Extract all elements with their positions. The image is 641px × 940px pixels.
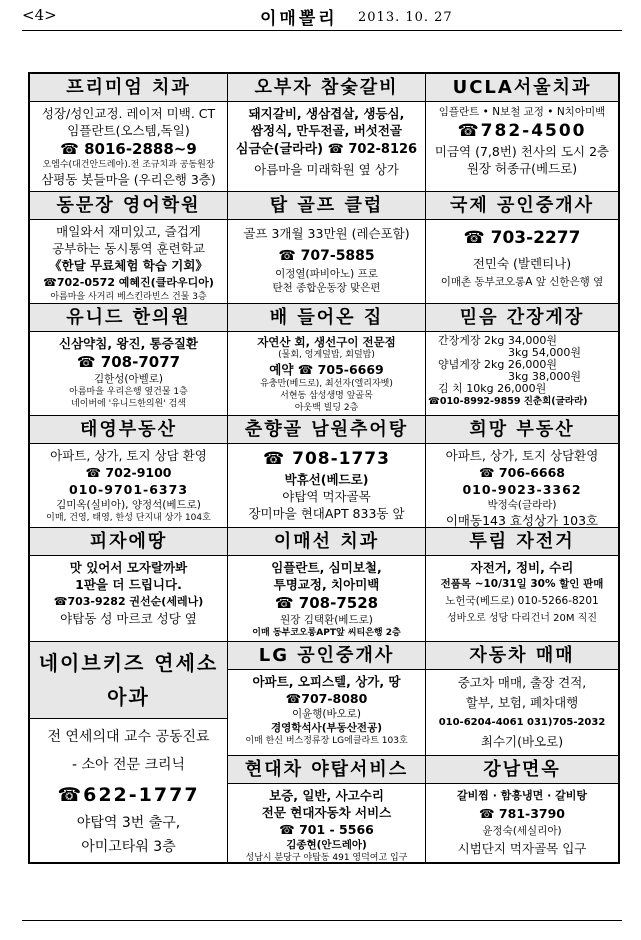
- ad-line: 박휴선(베드로): [284, 472, 369, 487]
- ad-title: 유니드 한의원: [30, 304, 227, 332]
- ad-title: 배 들어온 집: [228, 304, 425, 332]
- ad-phone: ☎703-9282 권선순(세레나): [53, 595, 204, 608]
- issue-date: 2013. 10. 27: [358, 10, 453, 25]
- ad-phone: ☎ 708-7077: [76, 353, 181, 371]
- ad-line: 아름마을 미래학원 옆 상가: [254, 162, 399, 177]
- ad-top-golf: [228, 192, 426, 304]
- ad-line: 이정열(파비아노) 프로: [275, 268, 378, 280]
- ad-line: 김한성(아벨로): [93, 373, 164, 385]
- ad-phone: ☎ 708-7528: [274, 594, 379, 612]
- ad-line: 전 연세의대 교수 공동진료: [47, 729, 210, 745]
- newsletter-title: 이매뽈리: [260, 9, 338, 29]
- ad-title: 희망 부동산: [426, 416, 618, 444]
- ad-line: 전품목 ~10/31일 30% 할인 판매: [440, 578, 604, 590]
- ad-line: 성장/성인교정. 레이저 미백. CT: [41, 106, 216, 121]
- ad-phone-mobile: 010-9701-6373: [68, 482, 189, 497]
- ad-line: 맛 있어서 모자랄까봐: [69, 560, 188, 575]
- ad-line: 전문 현대자동차 서비스: [261, 805, 392, 820]
- page-header: [22, 4, 620, 28]
- ad-phone: ☎ 707-5885: [278, 248, 375, 264]
- ad-line: 보증, 일반, 사고수리: [269, 788, 384, 803]
- ad-lg-realty: [228, 642, 426, 756]
- ad-line: 매일와서 재미있고, 즐겁게: [56, 224, 201, 239]
- ad-phone: ☎ 706-6668: [479, 465, 565, 480]
- ad-line: 성남시 분당구 야탑동 491 영덕여고 입구: [245, 853, 408, 862]
- ad-line: 골프 3개월 33만원 (레슨포함): [243, 226, 410, 241]
- ad-phone: ☎ 703-2277: [463, 228, 581, 248]
- ad-line: 경영학석사(부동산전공): [270, 722, 383, 734]
- ad-line: 야탑역 3번 출구,: [76, 815, 181, 831]
- ad-car-sales: [426, 642, 618, 756]
- ad-title: 투림 자전거: [426, 528, 618, 556]
- ad-chunhyang-chueotang: [228, 416, 426, 528]
- ad-line: 1판을 더 드립니다.: [75, 577, 182, 592]
- ad-line: 이매동143 효성상가 103호: [445, 513, 599, 528]
- ad-line: 네이버에 '유니드한의원' 검색: [71, 399, 186, 409]
- ad-ucla-dental: [426, 74, 618, 192]
- ad-phone: ☎ 702-9100: [85, 465, 172, 480]
- ad-line: 오엠수(대건안드레아).전 조규치과 공동원장: [42, 160, 215, 170]
- ad-line: 아름마을 사거리 베스킨라빈스 건물 3층: [50, 292, 207, 302]
- ad-title: 동문장 영어학원: [30, 192, 227, 220]
- ad-unid-clinic: [30, 304, 228, 416]
- ad-title: 자동차 매매: [426, 642, 618, 670]
- ad-title: 피자에땅: [30, 528, 227, 556]
- ad-phone-mobile: 010-9023-3362: [462, 482, 582, 497]
- ad-english-academy: [30, 192, 228, 304]
- ad-line: 할부, 보험, 폐차대행: [465, 695, 579, 710]
- ad-title: 국제 공인중개사: [426, 192, 618, 220]
- ad-phone: ☎ 781-3790: [479, 806, 565, 821]
- ad-title: 이매선 치과: [228, 528, 425, 556]
- ad-line: 탄천 종합운동장 맞은편: [272, 282, 381, 294]
- ad-line: 이매 동부코오롱APT앞 씨티은행 2층: [252, 628, 401, 638]
- ad-phone: ☎782-4500: [457, 121, 587, 141]
- ad-premium-dental: [30, 74, 228, 192]
- ad-hope-realty: [426, 416, 618, 528]
- ad-line: 서현동 삼성생명 앞골목: [280, 391, 373, 401]
- ad-phone: ☎ 701 - 5566: [279, 822, 374, 837]
- ad-line: 장미마을 현대APT 833동 앞: [248, 506, 405, 521]
- ad-turim-bicycle: [426, 528, 618, 642]
- price-row: 김 치 10kg 26,000원: [438, 382, 547, 395]
- ad-line: 야탑역 먹자골목: [282, 489, 371, 504]
- ad-phone: ☎702-0572 예혜진(클라우디아): [43, 276, 214, 289]
- ad-line: 원장 허종규(베드로): [466, 161, 578, 176]
- ad-line: 《한달 무료체험 학습 기회》: [49, 258, 208, 273]
- ad-title: 탑 골프 클럽: [228, 192, 425, 220]
- ad-line: 삼평동 봇들마을 (우리은행 3층): [41, 172, 216, 187]
- ad-line: 김미옥(실비아), 양정석(베드로): [56, 499, 201, 511]
- ad-line: 시범단지 먹자골목 입구: [457, 841, 587, 856]
- price-row: 3kg 54,000원: [508, 346, 581, 359]
- ad-line: 공부하는 동시통역 훈련학교: [52, 241, 205, 256]
- ad-line: 신삼약침, 왕진, 통증질환: [59, 336, 198, 351]
- ad-phone: 노헌국(베드로) 010-5266-8201: [445, 595, 599, 607]
- ad-line: 갈비찜 · 함흥냉면 · 갈비탕: [457, 789, 587, 802]
- ad-line: 이윤행(바오로): [291, 708, 362, 720]
- ad-phone: ☎ 708-1773: [263, 449, 390, 469]
- ad-line: 원장 김택환(베드로): [280, 614, 373, 626]
- price-row: 간장게장 2kg 34,000원: [438, 334, 557, 347]
- ad-line: 전민숙 (발렌티나): [472, 256, 572, 271]
- ad-line: 아파트, 상가, 토지 상담환영: [445, 448, 599, 463]
- ad-line: 미금역 (7,8번) 천사의 도시 2층: [434, 144, 610, 159]
- ad-crab: [426, 304, 618, 416]
- ad-line: 자연산 회, 생선구이 전문점: [257, 335, 396, 349]
- ad-title: 믿음 간장게장: [426, 304, 618, 332]
- ad-phone: 010-6204-4061 031)705-2032: [438, 717, 606, 728]
- ad-title: 네이브키즈 연세소아과: [30, 642, 227, 719]
- ad-line: 임플란트 • N보철 교정 • N치아미백: [438, 106, 606, 118]
- ad-intl-realty: [426, 192, 618, 304]
- footer-divider: [22, 920, 622, 921]
- ad-line: 이매 한신 버스정류장 LG에클라트 103호: [245, 736, 408, 746]
- price-row: 3kg 38,000원: [508, 370, 581, 383]
- ad-line: 아웃백 빌딩 2층: [294, 403, 359, 413]
- ad-imaesun-dental: [228, 528, 426, 642]
- ad-phone: 예약 ☎ 705-6669: [269, 362, 384, 377]
- ad-hyundai-service: [228, 756, 426, 862]
- ad-line: 임플란트(오스템,독일): [67, 123, 190, 138]
- ad-taeyoung-realty: [30, 416, 228, 528]
- ad-boat-restaurant: [228, 304, 426, 416]
- ad-line: 투명교정, 치아미백: [273, 577, 380, 592]
- ad-line: 야탑동 성 마르코 성당 옆: [60, 611, 197, 626]
- ad-line: 유충만(베드로), 최선자(엘리자벳): [260, 379, 393, 389]
- ad-title: 춘향골 남원추어탕: [228, 416, 425, 444]
- ad-title: 강남면옥: [426, 756, 618, 784]
- ad-pizza-etang: [30, 528, 228, 642]
- ad-line: 임플란트, 심미보철,: [271, 560, 382, 575]
- ad-title: UCLA서울치과: [426, 74, 618, 102]
- ad-title: 현대차 야탑서비스: [228, 756, 425, 784]
- ad-line: 아파트, 상가, 토지 상담 환영: [50, 448, 207, 463]
- ad-line: (물회, 엉게덮밥, 회덮밥): [278, 350, 375, 360]
- header-divider: [22, 30, 622, 31]
- ad-phone: ☎ 8016-2888~9: [60, 140, 197, 158]
- ad-title: LG 공인중개사: [228, 642, 425, 670]
- ad-phone: ☎622-1777: [57, 784, 200, 806]
- ad-line: 아파트, 오피스텔, 상가, 땅: [252, 674, 401, 689]
- ad-line: - 소아 전문 크리닉: [71, 757, 186, 773]
- ad-line: 돼지갈비, 생삼겹살, 생등심,: [248, 106, 405, 121]
- ad-line: 최수기(바오로): [480, 734, 564, 749]
- ad-line: 박정숙(글라라): [487, 499, 557, 511]
- ad-line: 김종현(안드레아): [286, 839, 367, 851]
- page-number: <4>: [22, 6, 57, 24]
- ad-title: 태영부동산: [30, 416, 227, 444]
- ad-phone: ☎010-8992-9859 진춘희(글라라): [428, 396, 588, 407]
- ad-line: 이매, 건영, 태영, 한성 단지내 상가 104호: [46, 513, 211, 523]
- ad-title: 프리미엄 치과: [30, 74, 227, 102]
- ad-obuja-galbi: [228, 74, 426, 192]
- ad-line: 아름마을 우리은행 옆건물 1층: [69, 387, 188, 397]
- ad-line: 윤정숙(세실리아): [482, 825, 562, 837]
- ad-line: 쌈정식, 만두전골, 버섯전골: [250, 123, 403, 138]
- ad-line: 성바오로 성당 다리건너 20M 직진: [447, 613, 597, 624]
- ad-grid: [28, 72, 620, 864]
- ad-title: 오부자 참숯갈비: [228, 74, 425, 102]
- ad-line: 중고차 매매, 출장 견적,: [457, 675, 587, 690]
- ad-line: 아미고타워 3층: [81, 839, 176, 855]
- price-row: 양념게장 2kg 26,000원: [438, 358, 557, 371]
- ad-line: 자전거, 정비, 수리: [470, 560, 574, 575]
- ad-line: 이매촌 동부코오롱A 앞 신한은행 옆: [440, 276, 604, 288]
- ad-navekids-pediatrics: [30, 642, 228, 862]
- ad-gangnam-myeonok: [426, 756, 618, 862]
- ad-phone: ☎707-8080: [285, 691, 368, 706]
- ad-phone: 심금순(글라라) ☎ 702-8126: [235, 142, 418, 157]
